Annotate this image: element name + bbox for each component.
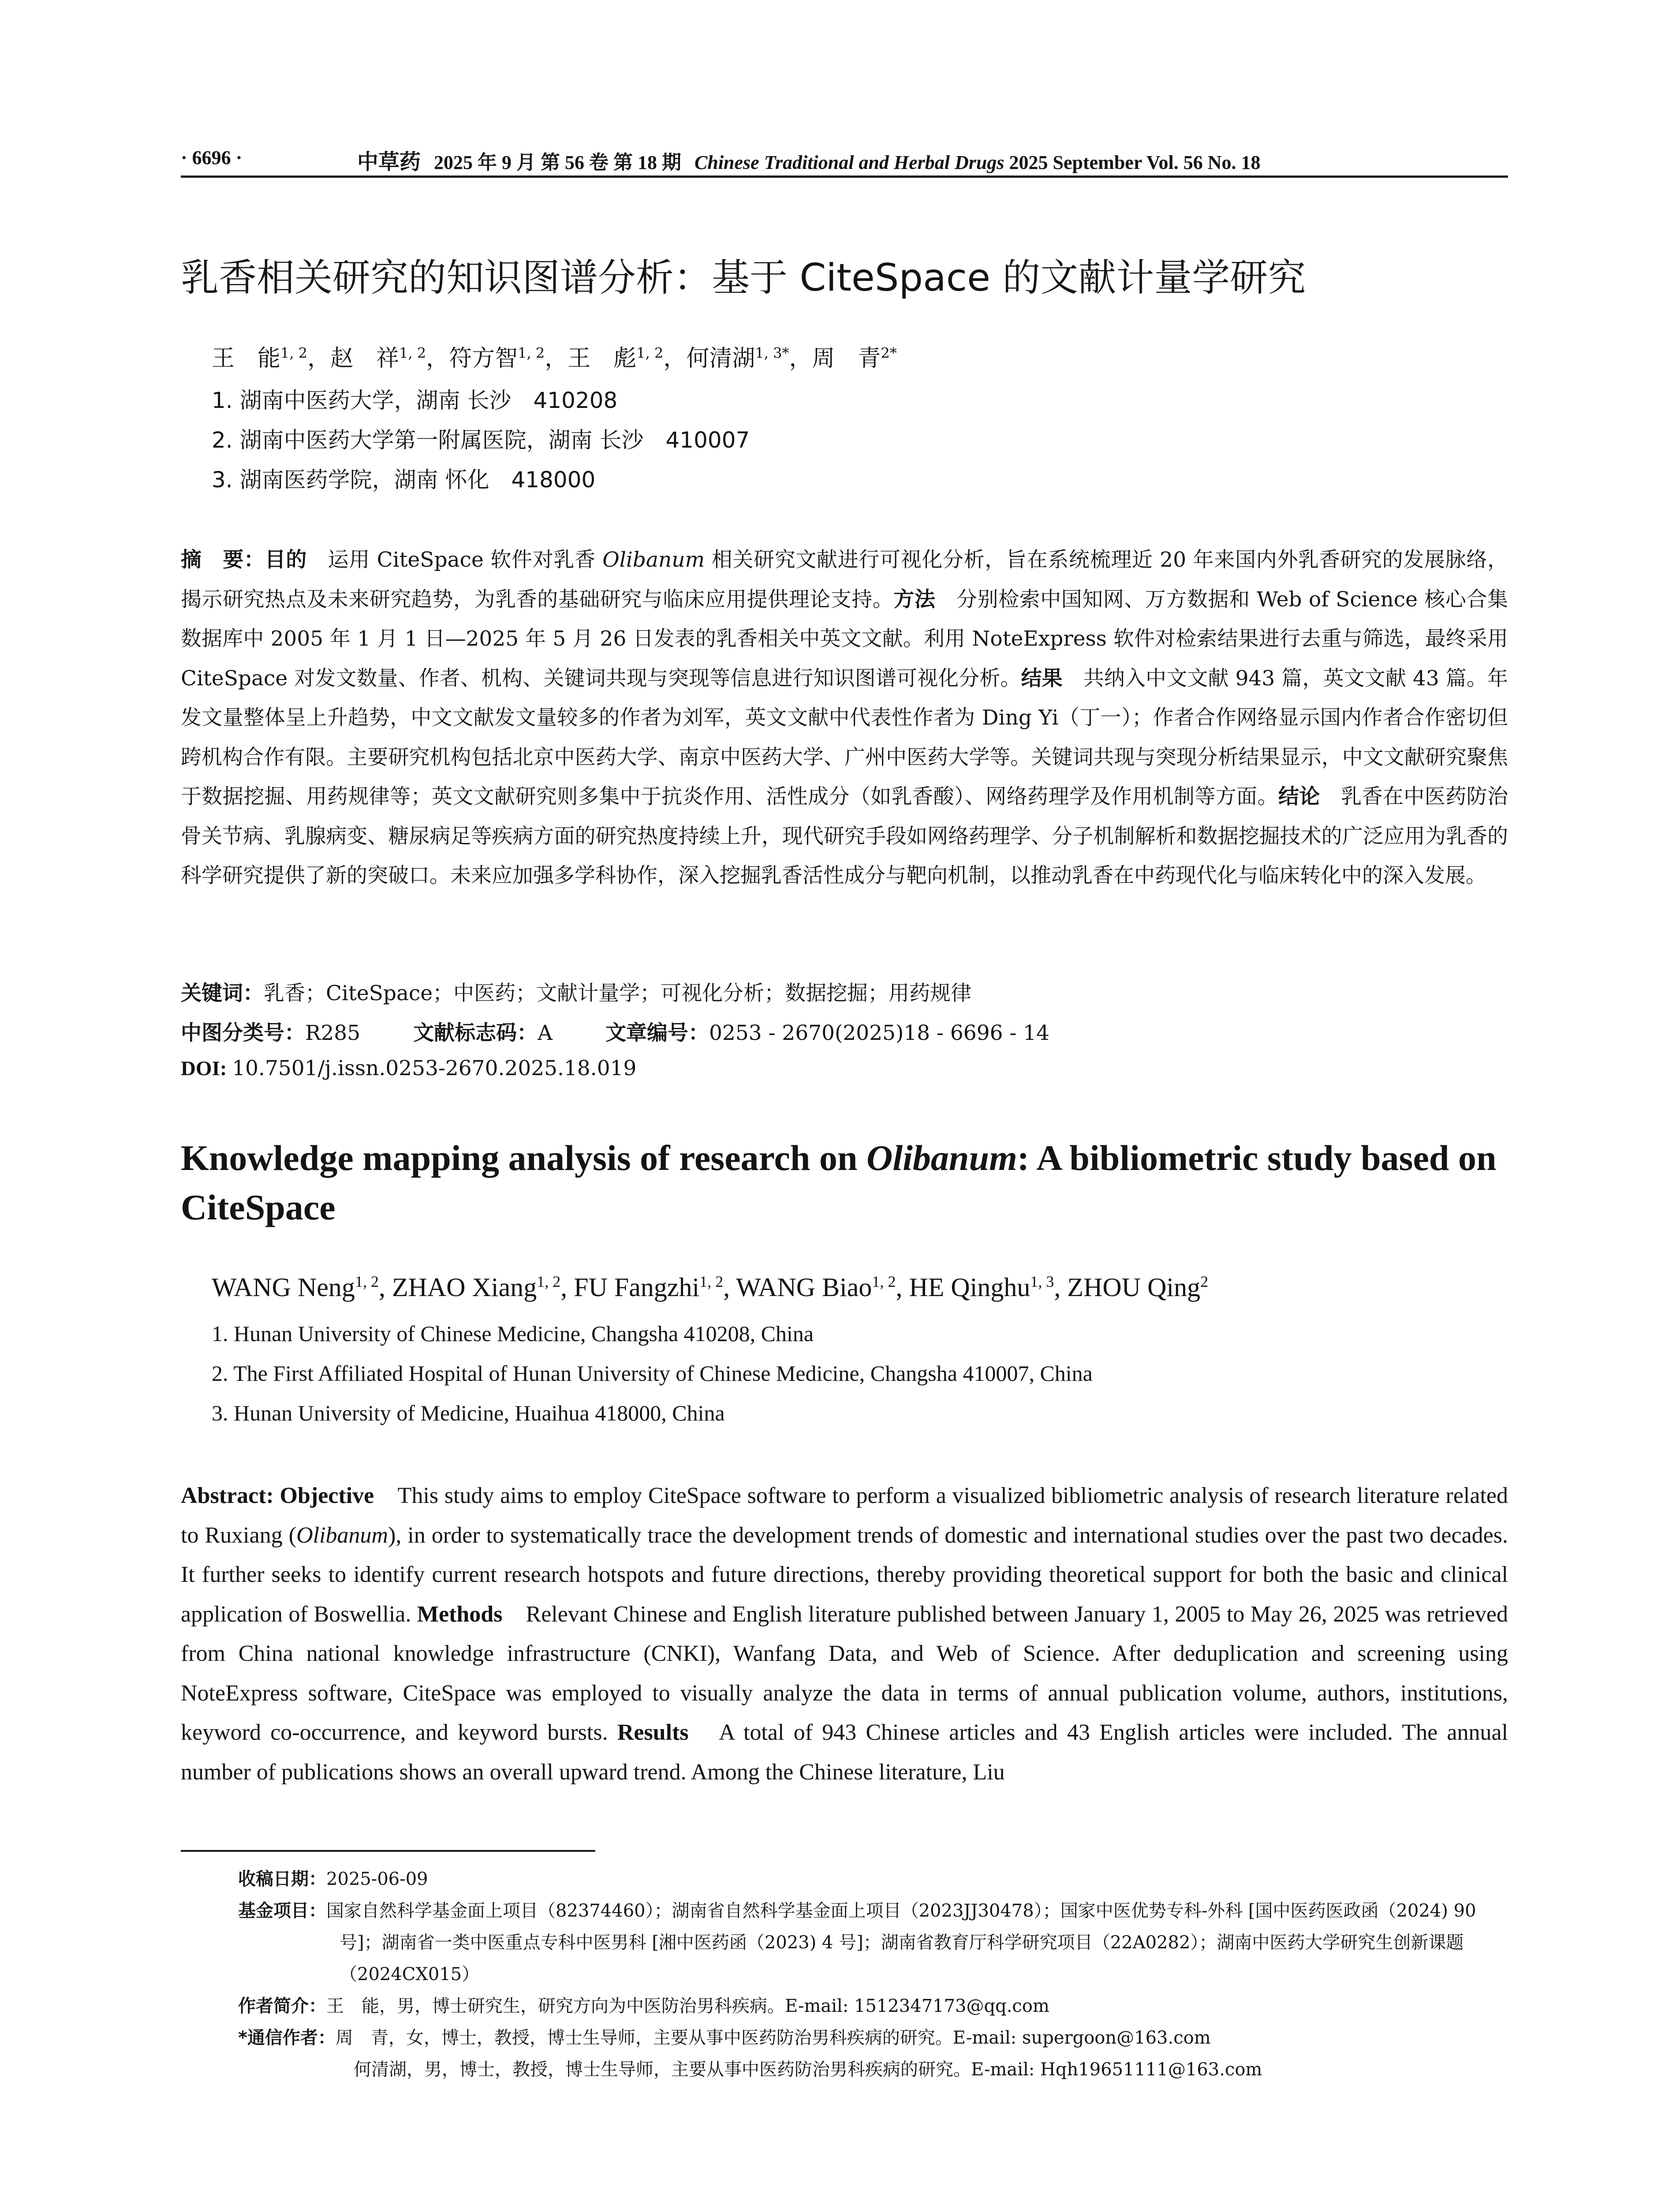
author-name: WANG Neng <box>212 1273 355 1302</box>
keywords: 乳香；CiteSpace；中医药；文献计量学；可视化分析；数据挖掘；用药规律 <box>264 981 972 1005</box>
objective-text-a: 运用 CiteSpace 软件对乳香 <box>307 548 603 572</box>
abstract-label: Abstract: Objective <box>181 1483 374 1508</box>
en-abstract <box>181 1476 1508 1792</box>
author-sup: 2 <box>1200 1273 1209 1290</box>
author-sup: 1, 3* <box>755 344 789 362</box>
author-sup: 1, 2 <box>636 344 664 362</box>
author-name: FU Fangzhi <box>574 1273 700 1302</box>
bio-label: 作者简介： <box>238 1996 326 2016</box>
journal-name-en: Chinese Traditional and Herbal Drugs <box>694 152 1004 173</box>
received-label: 收稿日期： <box>238 1869 326 1889</box>
author-name: 符方智 <box>449 345 518 372</box>
issue-cn: 2025 年 9 月 第 56 卷 第 18 期 <box>434 152 682 173</box>
latin-name: Olibanum <box>602 548 705 572</box>
author-sup: 1, 2 <box>280 344 308 362</box>
objective-label: 目的 <box>265 548 307 572</box>
cn-affiliation: 1. 湖南中医药大学，湖南 长沙 410208 <box>212 388 618 413</box>
author-sup: 1, 2 <box>537 1273 561 1290</box>
corr-label: *通信作者： <box>238 2028 336 2048</box>
author-sup: 1, 2 <box>355 1273 379 1290</box>
separator: , <box>378 1273 392 1302</box>
objective-text-a: This study aims to employ CiteSpace software to perform a visualized bibliometric analysis of research literature related to Ruxiang ( <box>181 1483 1508 1548</box>
results-text: A total of 943 Chinese articles and 43 English articles were included. The annual number of publications shows an overall upward trend. Among the Chinese literature, Liu <box>181 1720 1508 1785</box>
corr-text-1: 周 青，女，博士，教授，博士生导师，主要从事中医药防治男科疾病的研究。E-mail: supergoon@163.com <box>335 2028 1211 2048</box>
footnote-fund <box>238 1895 1508 1990</box>
issue-en: 2025 September Vol. 56 No. 18 <box>1009 152 1261 173</box>
doi-link[interactable]: 10.7501/j.issn.0253-2670.2025.18.019 <box>232 1056 637 1080</box>
author-sup: 1, 3 <box>1030 1273 1054 1290</box>
abstract-label: 摘 要： <box>181 548 265 572</box>
results-label: Results <box>617 1720 689 1745</box>
doi-label: DOI: <box>181 1057 232 1080</box>
separator: ， <box>307 345 331 372</box>
cn-affiliation: 3. 湖南医药学院，湖南 怀化 418000 <box>212 467 596 493</box>
cn-abstract <box>181 540 1508 896</box>
en-affiliation: 3. Hunan University of Medicine, Huaihua 418000, China <box>212 1401 725 1425</box>
corr-text-2: 何清湖，男，博士，教授，博士生导师，主要从事中医药防治男科疾病的研究。E-mail: Hqh19651111@163.com <box>354 2059 1262 2080</box>
running-header <box>181 140 1508 178</box>
author-sup: 1, 2 <box>699 1273 724 1290</box>
page-number: · 6696 · <box>181 147 243 168</box>
cn-affiliation: 2. 湖南中医药大学第一附属医院，湖南 长沙 410007 <box>212 427 750 453</box>
results-text: 共纳入中文文献 943 篇，英文文献 43 篇。年发文量整体呈上升趋势，中文文献发文量较多的作者为刘军，英文文献中代表性作者为 Ding Yi（丁一）；作者合作网络显示国内作者合作密切但跨机构合作有限。主要研究机构包括北京中医药大学、南京中医药大学、广州中医药大学等。关键词共现与突现分析结果显示，中文文献研究聚焦于数据挖掘、用药规律等；英文文献研究则多集中于抗炎作用、活性成分（如乳香酸）、网络药理学及作用机制等方面。 <box>181 666 1508 809</box>
clc-label: 中图分类号： <box>181 1021 305 1045</box>
author-name: 赵 祥 <box>330 345 399 372</box>
author-name: HE Qinghu <box>909 1273 1030 1302</box>
received-date: 2025-06-09 <box>326 1869 428 1889</box>
separator: ， <box>426 345 449 372</box>
en-title-latin: Olibanum <box>866 1138 1017 1178</box>
footnote-divider <box>181 1850 595 1852</box>
conclusion-label: 结论 <box>1278 785 1320 809</box>
bio-text: 王 能，男，博士研究生，研究方向为中医防治男科疾病。E-mail: 1512347173@qq.com <box>326 1996 1049 2016</box>
cn-authors <box>212 340 897 373</box>
author-name: 王 彪 <box>567 345 637 372</box>
separator: ， <box>789 345 812 372</box>
separator: , <box>896 1273 909 1302</box>
en-title-part: : A bibliometric study based on CiteSpace <box>181 1138 1497 1227</box>
keywords-line <box>181 977 971 1006</box>
author-name: 王 能 <box>212 345 281 372</box>
en-title <box>181 1133 1508 1232</box>
footnote-corresponding <box>238 2022 1508 2054</box>
objective-text-b: ), in order to systematically trace the development trends of domestic and international studies over the past two decades. It further seeks to identify current research hotspots and future directions, thereby providing theoretical support for both the basic and clinical application of Boswellia. <box>181 1522 1508 1627</box>
author-sup: 2* <box>881 344 897 362</box>
classification-line <box>181 1017 1049 1046</box>
author-sup: 1, 2 <box>399 344 426 362</box>
journal-name-cn: 中草药 <box>357 149 421 174</box>
separator: , <box>1054 1273 1068 1302</box>
en-affiliation: 1. Hunan University of Chinese Medicine, Changsha 410208, China <box>212 1321 814 1346</box>
cn-title: 乳香相关研究的知识图谱分析：基于 CiteSpace 的文献计量学研究 <box>181 256 1306 300</box>
doc-code-label: 文献标志码： <box>413 1021 538 1045</box>
author-name: 周 青 <box>812 345 881 372</box>
journal-line <box>357 145 1261 175</box>
keywords-label: 关键词： <box>181 981 264 1005</box>
conclusion-text: 乳香在中医药防治骨关节病、乳腺病变、糖尿病足等疾病方面的研究热度持续上升，现代研究手段如网络药理学、分子机制解析和数据挖掘技术的广泛应用为乳香的科学研究提供了新的突破口。未来应加强多学科协作，深入挖掘乳香活性成分与靶向机制，以推动乳香在中药现代化与临床转化中的深入发展。 <box>181 785 1508 888</box>
methods-label: 方法 <box>893 587 936 612</box>
author-name: 何清湖 <box>686 345 755 372</box>
doc-code-value: A <box>538 1021 553 1045</box>
article-no-label: 文章编号： <box>605 1021 709 1045</box>
footnote-bio <box>238 1990 1508 2022</box>
fund-text: 国家自然科学基金面上项目（82374460）；湖南省自然科学基金面上项目（2023JJ30478）；国家中医优势专科-外科 [国中医药医政函（2024) 90 号]；湖南省一类中医重点专科中医男科 [湘中医药函（2023) 4 号]；湖南省教育厅科学研究项目（22A0282）；湖南中医药大学研究生创新课题（2024CX015） <box>326 1901 1476 1984</box>
fund-label: 基金项目： <box>238 1901 326 1921</box>
separator: , <box>560 1273 574 1302</box>
en-authors <box>212 1272 1208 1303</box>
methods-text: Relevant Chinese and English literature published between January 1, 2005 to May 26, 2025 was retrieved from China national knowledge infrastructure (CNKI), Wanfang Data, and Web of Science. After deduplication and screening using NoteExpress software, CiteSpace was employed to visually analyze the data in terms of annual publication volume, authors, institutions, keyword co-occurrence, and keyword bursts. <box>181 1601 1508 1745</box>
latin-name: Olibanum <box>296 1522 388 1548</box>
separator: ， <box>663 345 687 372</box>
footnote-received <box>238 1863 1508 1895</box>
separator: , <box>723 1273 736 1302</box>
en-title-part: Knowledge mapping analysis of research on <box>181 1138 867 1178</box>
article-no-value: 0253 - 2670(2025)18 - 6696 - 14 <box>709 1021 1050 1045</box>
footnote-corresponding-2 <box>238 2054 1508 2085</box>
en-affiliation: 2. The First Affiliated Hospital of Hunan University of Chinese Medicine, Changsha 410007, China <box>212 1361 1093 1386</box>
methods-text: 分别检索中国知网、万方数据和 Web of Science 核心合集数据库中 2005 年 1 月 1 日—2025 年 5 月 26 日发表的乳香相关中英文文献。利用 NoteExpress 软件对检索结果进行去重与筛选，最终采用 CiteSpace 对发文数量、作者、机构、关键词共现与突现等信息进行知识图谱可视化分析。 <box>181 587 1508 691</box>
author-name: ZHOU Qing <box>1067 1273 1201 1302</box>
author-name: ZHAO Xiang <box>392 1273 537 1302</box>
author-sup: 1, 2 <box>872 1273 896 1290</box>
methods-label: Methods <box>417 1601 503 1627</box>
separator: ， <box>545 345 568 372</box>
doi-line <box>181 1056 636 1080</box>
clc-value: R285 <box>305 1021 361 1045</box>
objective-text-b: 相关研究文献进行可视化分析，旨在系统梳理近 20 年来国内外乳香研究的发展脉络，揭示研究热点及未来研究趋势，为乳香的基础研究与临床应用提供理论支持。 <box>181 548 1508 612</box>
results-label: 结果 <box>1021 666 1063 691</box>
author-name: WANG Biao <box>736 1273 872 1302</box>
author-sup: 1, 2 <box>518 344 545 362</box>
